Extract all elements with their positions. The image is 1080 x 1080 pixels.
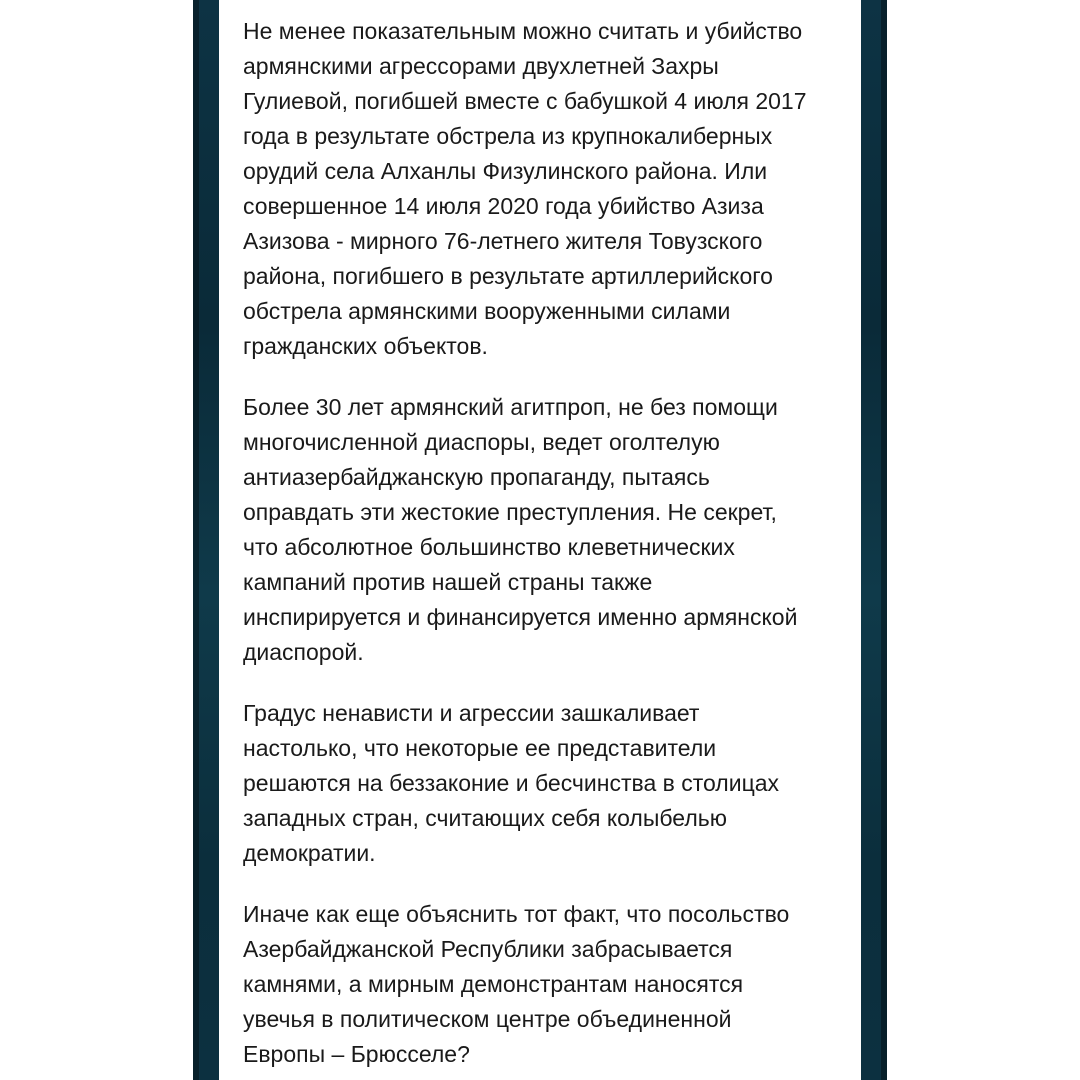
paragraph-2: Более 30 лет армянский агитпроп, не без помощи многочисленной диаспоры, ведет оголтелую антиазербайджанскую пропаганду, пытаясь оправдать эти жестокие преступления. Не секрет, что абсолютное большинство клеветнических кампаний против нашей страны также инспирируется и финансируется именно армянской диаспорой. <box>243 394 798 665</box>
paragraph-1: Не менее показательным можно считать и убийство армянскими агрессорами двухлетней Захры Гулиевой, погибшей вместе с бабушкой 4 июля 2017 года в результате обстрела из крупнокалиберных орудий села Алханлы Физулинского района. Или совершенное 14 июля 2020 года убийство Азиза Азизова - мирного 76-летнего жителя Товузского района, погибшего в результате артиллерийского обстрела армянскими вооруженными силами гражданских объектов. <box>243 18 807 359</box>
paragraph-4: Иначе как еще объяснить тот факт, что посольство Азербайджанской Республики забрасывается камнями, а мирным демонстрантам наносятся увечья в политическом центре объединенной Европы – Брюсселе? <box>243 901 790 1067</box>
paragraph-3: Градус ненависти и агрессии зашкаливает настолько, что некоторые ее представители решаются на беззаконие и бесчинства в столицах западных стран, считающих себя колыбелью демократии. <box>243 700 780 866</box>
right-dark-border <box>861 0 887 1080</box>
article-page[interactable] <box>219 0 861 1080</box>
article-body <box>243 14 843 1080</box>
left-dark-border <box>193 0 219 1080</box>
